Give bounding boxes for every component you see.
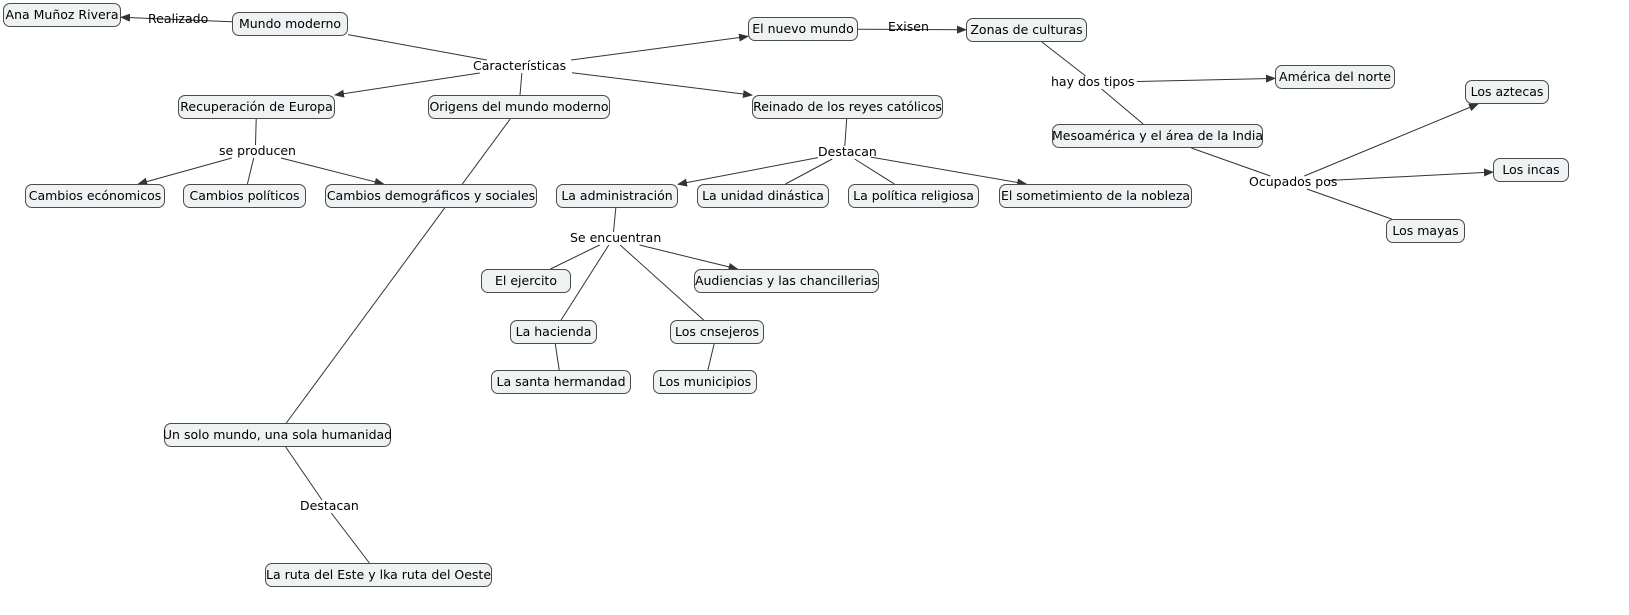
connector-caracteristicas-to-recuperacion — [335, 73, 480, 95]
connector-unsolomundo-to-destacan2 — [286, 447, 322, 500]
connector-ocupadospos-to-mayas — [1307, 189, 1392, 219]
link-label-realizado: Realizado — [148, 11, 209, 26]
node-recuperacion[interactable]: Recuperación de Europa — [178, 95, 335, 119]
link-label-destacan1: Destacan — [818, 144, 877, 159]
node-politicos[interactable]: Cambios políticos — [183, 184, 306, 208]
connector-caracteristicas-to-nuevomundo — [571, 36, 748, 60]
link-label-seencuentran: Se encuentran — [570, 230, 662, 245]
connector-administracion-to-seencuentran — [614, 208, 616, 232]
node-zonas[interactable]: Zonas de culturas — [966, 18, 1087, 42]
node-demograficos[interactable]: Cambios demográficos y sociales — [325, 184, 537, 208]
link-label-seproducen: se producen — [219, 143, 296, 158]
node-nuevomundo[interactable]: El nuevo mundo — [748, 17, 858, 41]
node-unsolomundo[interactable]: Un solo mundo, una sola humanidad — [164, 423, 391, 447]
connector-destacan1-to-administracion — [678, 158, 818, 185]
node-mayas[interactable]: Los mayas — [1386, 219, 1465, 243]
link-label-exisen: Exisen — [888, 19, 929, 34]
link-label-ocupadospos: Ocupados pos — [1249, 174, 1338, 189]
node-autor[interactable]: Ana Muñoz Rivera — [3, 3, 121, 27]
node-aztecas[interactable]: Los aztecas — [1465, 80, 1549, 104]
connector-mundomoderno-to-caracteristicas — [348, 35, 487, 60]
connector-destacan1-to-religiosa — [855, 159, 895, 184]
connector-reinado-to-destacan1 — [845, 119, 847, 146]
connector-destacan1-to-sometimiento — [871, 157, 1026, 184]
connector-seencuentran-to-audiencias — [640, 245, 738, 269]
node-administracion[interactable]: La administración — [556, 184, 678, 208]
connector-caracteristicas-to-origens — [520, 73, 522, 95]
connector-origens-to-unsolomundo — [286, 119, 510, 423]
connector-seproducen-to-politicos — [247, 158, 253, 184]
node-sometimiento[interactable]: El sometimiento de la nobleza — [999, 184, 1192, 208]
node-americanorte[interactable]: América del norte — [1275, 65, 1395, 89]
connector-seencuentran-to-ejercito — [551, 245, 600, 269]
link-label-destacan2: Destacan — [300, 498, 359, 513]
connector-ocupadospos-to-aztecas — [1304, 104, 1478, 176]
connector-destacan2-to-ruta — [331, 513, 369, 563]
node-reinado[interactable]: Reinado de los reyes católicos — [752, 95, 943, 119]
link-label-caracteristicas: Características — [473, 58, 567, 73]
node-economicos[interactable]: Cambios ecónomicos — [25, 184, 165, 208]
node-mesoamerica[interactable]: Mesoamérica y el área de la India — [1052, 124, 1263, 148]
node-hacienda[interactable]: La hacienda — [510, 320, 597, 344]
connector-seproducen-to-demograficos — [281, 158, 384, 184]
connector-recuperacion-to-seproducen — [256, 119, 257, 145]
node-ruta[interactable]: La ruta del Este y lka ruta del Oeste — [265, 563, 492, 587]
connector-haydostipos-to-americanorte — [1137, 78, 1275, 81]
connector-destacan1-to-unidad — [786, 159, 833, 184]
connector-mesoamerica-to-ocupadospos — [1191, 148, 1270, 176]
connector-ocupadospos-to-incas — [1328, 172, 1493, 181]
node-mundomoderno[interactable]: Mundo moderno — [232, 12, 348, 36]
connector-haydostipos-to-mesoamerica — [1102, 89, 1144, 124]
connector-zonas-to-haydostipos — [1042, 42, 1086, 76]
connector-caracteristicas-to-reinado — [572, 73, 752, 95]
node-religiosa[interactable]: La política religiosa — [848, 184, 979, 208]
node-incas[interactable]: Los incas — [1493, 158, 1569, 182]
node-audiencias[interactable]: Audiencias y las chancillerias — [694, 269, 879, 293]
node-hermandad[interactable]: La santa hermandad — [491, 370, 631, 394]
connector-seproducen-to-economicos — [138, 158, 232, 184]
node-unidad[interactable]: La unidad dinástica — [697, 184, 829, 208]
node-municipios[interactable]: Los municipios — [653, 370, 757, 394]
connector-seencuentran-to-consejeros — [620, 245, 704, 320]
link-label-haydostipos: hay dos tipos — [1051, 74, 1135, 89]
node-origens[interactable]: Origens del mundo moderno — [428, 95, 610, 119]
node-consejeros[interactable]: Los cnsejeros — [670, 320, 764, 344]
connector-hacienda-to-hermandad — [555, 344, 559, 370]
connector-consejeros-to-municipios — [708, 344, 714, 370]
node-ejercito[interactable]: El ejercito — [481, 269, 571, 293]
